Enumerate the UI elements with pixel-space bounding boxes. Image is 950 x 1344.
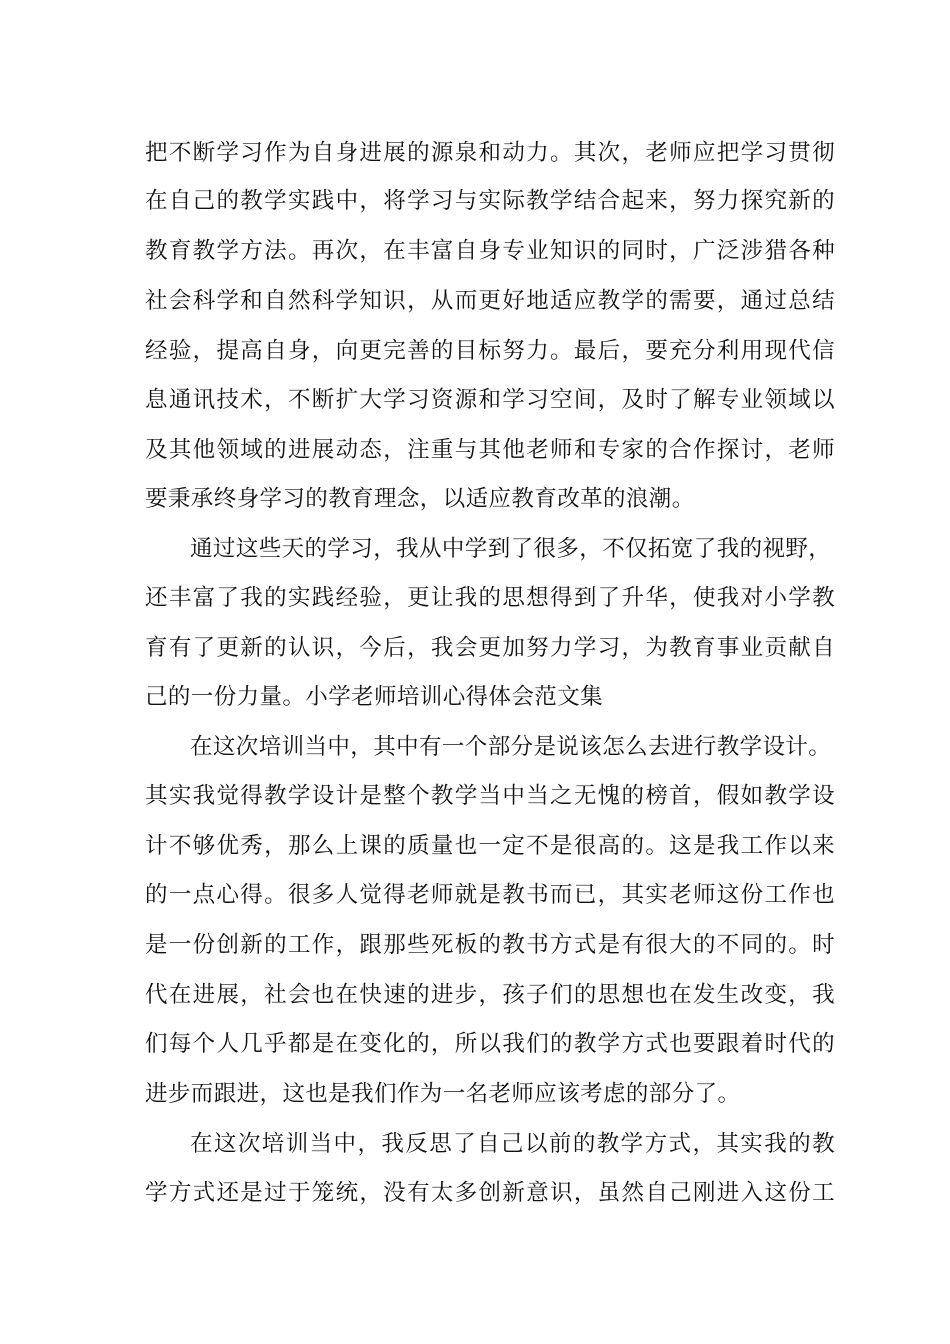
text-line: 还丰富了我的实践经验，更让我的思想得到了升华，使我对小学教 [145, 585, 835, 611]
text-line: 己的一份力量。小学老师培训心得体会范文集 [145, 684, 604, 710]
text-line: 的一点心得。很多人觉得老师就是教书而已，其实老师这份工作也 [145, 882, 835, 908]
text-line: 经验，提高自身，向更完善的目标努力。最后，要充分利用现代信 [145, 338, 835, 364]
paragraph-first-line: 在这次培训当中，我反思了自己以前的教学方式，其实我的教 [190, 1131, 835, 1157]
text-line: 学方式还是过于笼统，没有太多创新意识，虽然自己刚进入这份工 [145, 1180, 835, 1206]
text-line: 代在进展，社会也在快速的进步，孩子们的思想也在发生改变，我 [145, 982, 835, 1008]
paragraph-first-line: 在这次培训当中，其中有一个部分是说该怎么去进行教学设计。 [190, 734, 832, 760]
text-line: 进步而跟进，这也是我们作为一名老师应该考虑的部分了。 [145, 1081, 741, 1107]
text-line: 息通讯技术，不断扩大学习资源和学习空间，及时了解专业领域以 [145, 387, 835, 413]
text-line: 社会科学和自然科学知识，从而更好地适应教学的需要，通过总结 [145, 288, 835, 314]
paragraph-first-line: 通过这些天的学习，我从中学到了很多，不仅拓宽了我的视野， [190, 536, 832, 562]
text-line: 教育教学方法。再次，在丰富自身专业知识的同时，广泛涉猎各种 [145, 238, 835, 264]
text-line: 其实我觉得教学设计是整个教学当中当之无愧的榜首，假如教学设 [145, 783, 835, 809]
text-line: 在自己的教学实践中，将学习与实际教学结合起来，努力探究新的 [145, 188, 835, 214]
text-line: 及其他领域的进展动态，注重与其他老师和专家的合作探讨，老师 [145, 437, 835, 463]
text-line: 把不断学习作为自身进展的源泉和动力。其次，老师应把学习贯彻 [145, 140, 835, 166]
text-line: 计不够优秀，那么上课的质量也一定不是很高的。这是我工作以来 [145, 833, 835, 859]
text-line: 要秉承终身学习的教育理念，以适应教育改革的浪潮。 [145, 486, 695, 512]
text-line: 育有了更新的认识，今后，我会更加努力学习，为教育事业贡献自 [145, 635, 835, 661]
text-line: 是一份创新的工作，跟那些死板的教书方式是有很大的不同的。时 [145, 932, 835, 958]
text-line: 们每个人几乎都是在变化的，所以我们的教学方式也要跟着时代的 [145, 1031, 835, 1057]
